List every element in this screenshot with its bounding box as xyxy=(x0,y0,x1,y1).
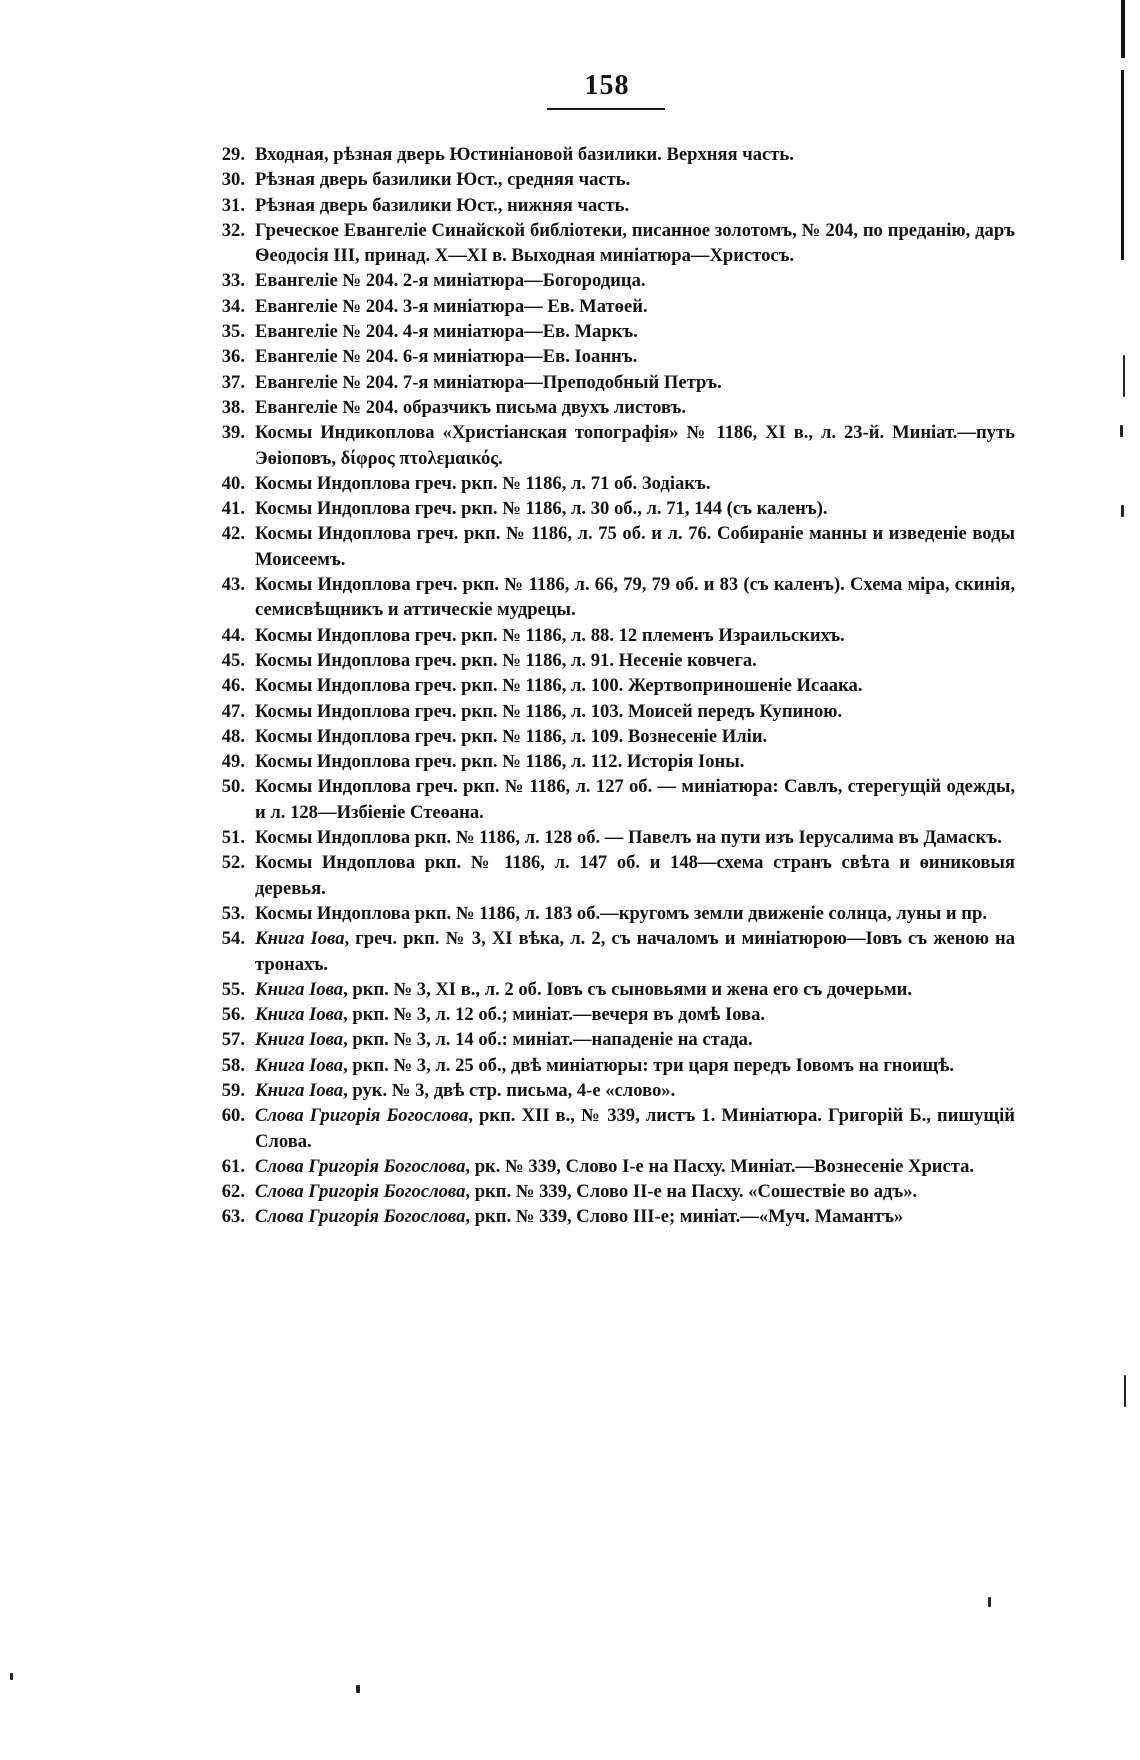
list-item xyxy=(205,774,1015,825)
item-number: 63. xyxy=(221,1206,245,1228)
item-description: , греч. ркп. № 3, XI вѣка, л. 2, съ началомъ и миніатюрою—Іовъ съ женою на тронахъ. xyxy=(255,928,1016,975)
item-text: Космы Индоплова греч. ркп. № 1186, л. 103. Моисей передъ Купиною. xyxy=(255,700,843,722)
item-text xyxy=(255,1154,1015,1179)
item-description: , ркп. № 3, л. 25 об., двѣ миніатюры: три царя передъ Іовомъ на гноищѣ. xyxy=(343,1054,954,1076)
item-number: 31. xyxy=(221,194,245,216)
item-description: , ркп. № 339, Слово II-е на Пасху. «Сошествіе во адъ». xyxy=(465,1181,918,1203)
item-text xyxy=(255,1204,1015,1229)
list-item xyxy=(205,218,1015,269)
list-item xyxy=(205,167,1015,192)
item-text xyxy=(255,1053,1015,1078)
item-text: Космы Индоплова греч. ркп. № 1186, л. 66, 79, 79 об. и 83 (съ каленъ). Схема міра, скинія, семисвѣщникъ и аттическіе мудрецы. xyxy=(255,574,1015,621)
item-title: Книга Іова xyxy=(255,1029,344,1051)
list-item xyxy=(205,1154,1015,1179)
list-item xyxy=(205,623,1015,648)
item-text: Рѣзная дверь базилики Юст., нижняя часть. xyxy=(255,194,630,216)
scan-speck xyxy=(356,1685,360,1693)
list-item xyxy=(205,344,1015,369)
item-number: 51. xyxy=(221,827,245,849)
item-number: 52. xyxy=(221,852,245,874)
item-number: 41. xyxy=(221,498,245,520)
item-number: 37. xyxy=(221,371,245,393)
item-number: 32. xyxy=(221,219,245,241)
item-title: Слова Григорія Богослова xyxy=(255,1181,466,1203)
list-item xyxy=(205,496,1015,521)
item-description: , ркп. № 3, л. 14 об.: миніат.—нападеніе на стада. xyxy=(343,1029,753,1051)
item-text: Евангеліе № 204. 3-я миніатюра— Ев. Матѳей. xyxy=(255,295,648,317)
item-text xyxy=(255,1078,1015,1103)
list-item xyxy=(205,825,1015,850)
item-text: Космы Индоплова греч. ркп. № 1186, л. 30 об., л. 71, 144 (съ каленъ). xyxy=(255,498,828,520)
item-number: 43. xyxy=(221,574,245,596)
item-number: 61. xyxy=(221,1155,245,1177)
item-number: 40. xyxy=(221,472,245,494)
item-text: Космы Индоплова ркп. № 1186, л. 183 об.—кругомъ земли движеніе солнца, луны и пр. xyxy=(255,902,987,924)
item-number: 53. xyxy=(221,902,245,924)
item-title: Книга Іова xyxy=(255,1079,344,1101)
list-item xyxy=(205,850,1015,901)
item-text xyxy=(255,1179,1015,1204)
scan-edge-mark xyxy=(1120,425,1123,437)
item-description: , ркп. XII в., № 339, листъ 1. Миніатюра. Григорій Б., пишущій Слова. xyxy=(255,1105,1015,1152)
list-item xyxy=(205,648,1015,673)
list-item xyxy=(205,395,1015,420)
item-title: Слова Григорія Богослова xyxy=(255,1206,466,1228)
item-title: Книга Іова xyxy=(255,928,345,950)
list-item xyxy=(205,1078,1015,1103)
item-text xyxy=(255,977,1015,1002)
item-description: , ркп. № 339, Слово III-е; миніат.—«Муч. Мамантъ» xyxy=(465,1206,904,1228)
scan-edge-mark xyxy=(1124,1375,1126,1407)
item-text xyxy=(255,1002,1015,1027)
item-text: Космы Индоплова греч. ркп. № 1186, л. 109. Вознесеніе Иліи. xyxy=(255,725,768,747)
scan-speck xyxy=(988,1597,991,1607)
item-number: 59. xyxy=(221,1079,245,1101)
scan-speck xyxy=(10,1673,13,1680)
item-text: Космы Индоплова греч. ркп. № 1186, л. 88. 12 племенъ Израильскихъ. xyxy=(255,624,845,646)
item-number: 29. xyxy=(221,144,245,165)
item-number: 56. xyxy=(221,1004,245,1026)
list-item xyxy=(205,699,1015,724)
item-number: 44. xyxy=(221,624,245,646)
list-item xyxy=(205,142,1015,167)
item-number: 30. xyxy=(221,169,245,191)
list-item xyxy=(205,294,1015,319)
item-title: Слова Григорія Богослова xyxy=(255,1155,466,1177)
item-number: 45. xyxy=(221,649,245,671)
list-item xyxy=(205,420,1015,471)
item-number: 33. xyxy=(221,270,245,292)
list-item xyxy=(205,926,1015,977)
list-item xyxy=(205,471,1015,496)
item-number: 57. xyxy=(221,1029,245,1051)
item-text: Евангеліе № 204. 6-я миніатюра—Ев. Іоаннъ. xyxy=(255,346,638,368)
item-text: Космы Индоплова ркп. № 1186, л. 128 об. — Павелъ на пути изъ Іерусалима въ Дамаскъ. xyxy=(255,827,1002,849)
item-text: Греческое Евангеліе Синайской библіотеки, писанное золотомъ, № 204, по преданію, даръ Ѳеодосія III, принад. X—XI в. Выходная миніатюра—Христосъ. xyxy=(255,219,1015,267)
item-description: , ркп. № 3, XI в., л. 2 об. Іовъ съ сыновьями и жена его съ дочерьми. xyxy=(343,978,912,1000)
list-item xyxy=(205,749,1015,774)
item-title: Книга Іова xyxy=(255,1004,344,1026)
item-text: Космы Индоплова греч. ркп. № 1186, л. 75 об. и л. 76. Собираніе манны и изведеніе воды Моисеемъ. xyxy=(255,523,1015,570)
list-item xyxy=(205,673,1015,698)
item-text: Входная, рѣзная дверь Юстиніановой базилики. Верхняя часть. xyxy=(255,144,794,165)
list-item xyxy=(205,1027,1015,1052)
item-number: 42. xyxy=(221,523,245,545)
item-number: 60. xyxy=(221,1105,245,1127)
item-description: , рук. № 3, двѣ стр. письма, 4-е «слово». xyxy=(343,1079,676,1101)
list-item xyxy=(205,319,1015,344)
page-number: 158 xyxy=(584,70,630,101)
list-item xyxy=(205,724,1015,749)
item-number: 38. xyxy=(221,396,245,418)
item-text: Евангеліе № 204. образчикъ письма двухъ листовъ. xyxy=(255,396,687,418)
scan-edge-mark xyxy=(1123,355,1125,397)
item-description: , рк. № 339, Слово I-е на Пасху. Миніат.—Вознесеніе Христа. xyxy=(465,1155,975,1177)
scan-edge-mark xyxy=(1121,70,1124,260)
item-number: 39. xyxy=(221,422,245,444)
item-text xyxy=(255,1027,1015,1052)
item-text xyxy=(255,926,1015,977)
list-item xyxy=(205,1053,1015,1078)
scan-edge-mark xyxy=(1121,0,1125,58)
item-text: Рѣзная дверь базилики Юст., средняя часть. xyxy=(255,169,631,191)
list-item xyxy=(205,1204,1015,1229)
item-title: Слова Григорія Богослова xyxy=(255,1105,469,1127)
list-item xyxy=(205,1002,1015,1027)
list-item xyxy=(205,901,1015,926)
list-item xyxy=(205,268,1015,293)
item-number: 47. xyxy=(221,700,245,722)
item-text: Космы Индикоплова «Христіанская топографія» № 1186, XI в., л. 23-й. Миніат.—путь Эѳіоповъ, δίφρος πτολεμαικός. xyxy=(255,422,1015,469)
item-text: Космы Индоплова греч. ркп. № 1186, л. 71 об. Зодіакъ. xyxy=(255,472,711,494)
list-item xyxy=(205,1179,1015,1204)
item-title: Книга Іова xyxy=(255,978,344,1000)
list-item xyxy=(205,572,1015,623)
list-item xyxy=(205,370,1015,395)
item-text: Космы Индоплова греч. ркп. № 1186, л. 127 об. — миніатюра: Савлъ, стерегущій одежды, и л. 128—Избіеніе Стеѳана. xyxy=(255,776,1015,823)
item-number: 62. xyxy=(221,1181,245,1203)
item-text: Космы Индоплова греч. ркп. № 1186, л. 100. Жертвоприношеніе Исаака. xyxy=(255,675,863,697)
item-number: 35. xyxy=(221,321,245,343)
item-number: 54. xyxy=(221,928,245,950)
item-number: 55. xyxy=(221,978,245,1000)
item-text xyxy=(255,1103,1015,1154)
catalog-list xyxy=(205,142,1015,1230)
item-text: Евангеліе № 204. 7-я миніатюра—Преподобный Петръ. xyxy=(255,371,722,393)
item-text: Евангеліе № 204. 4-я миніатюра—Ев. Маркъ. xyxy=(255,321,638,343)
list-item xyxy=(205,1103,1015,1154)
item-number: 46. xyxy=(221,675,245,697)
item-number: 36. xyxy=(221,346,245,368)
scan-edge-mark xyxy=(1121,505,1124,517)
item-number: 58. xyxy=(221,1054,245,1076)
list-item xyxy=(205,193,1015,218)
item-number: 48. xyxy=(221,725,245,747)
page-number-rule xyxy=(547,108,665,110)
list-item xyxy=(205,521,1015,572)
item-text: Космы Индоплова ркп. № 1186, л. 147 об. и 148—схема странъ свѣта и ѳиниковыя деревья. xyxy=(255,852,1015,899)
item-text: Космы Индоплова греч. ркп. № 1186, л. 91. Несеніе ковчега. xyxy=(255,649,757,671)
item-number: 34. xyxy=(221,295,245,317)
item-number: 50. xyxy=(221,776,245,798)
item-text: Евангеліе № 204. 2-я миніатюра—Богородица. xyxy=(255,270,646,292)
item-title: Книга Іова xyxy=(255,1054,344,1076)
item-number: 49. xyxy=(221,751,245,773)
item-text: Космы Индоплова греч. ркп. № 1186, л. 112. Исторія Іоны. xyxy=(255,751,745,773)
item-description: , ркп. № 3, л. 12 об.; миніат.—вечеря въ домѣ Іова. xyxy=(343,1004,766,1026)
list-item xyxy=(205,977,1015,1002)
